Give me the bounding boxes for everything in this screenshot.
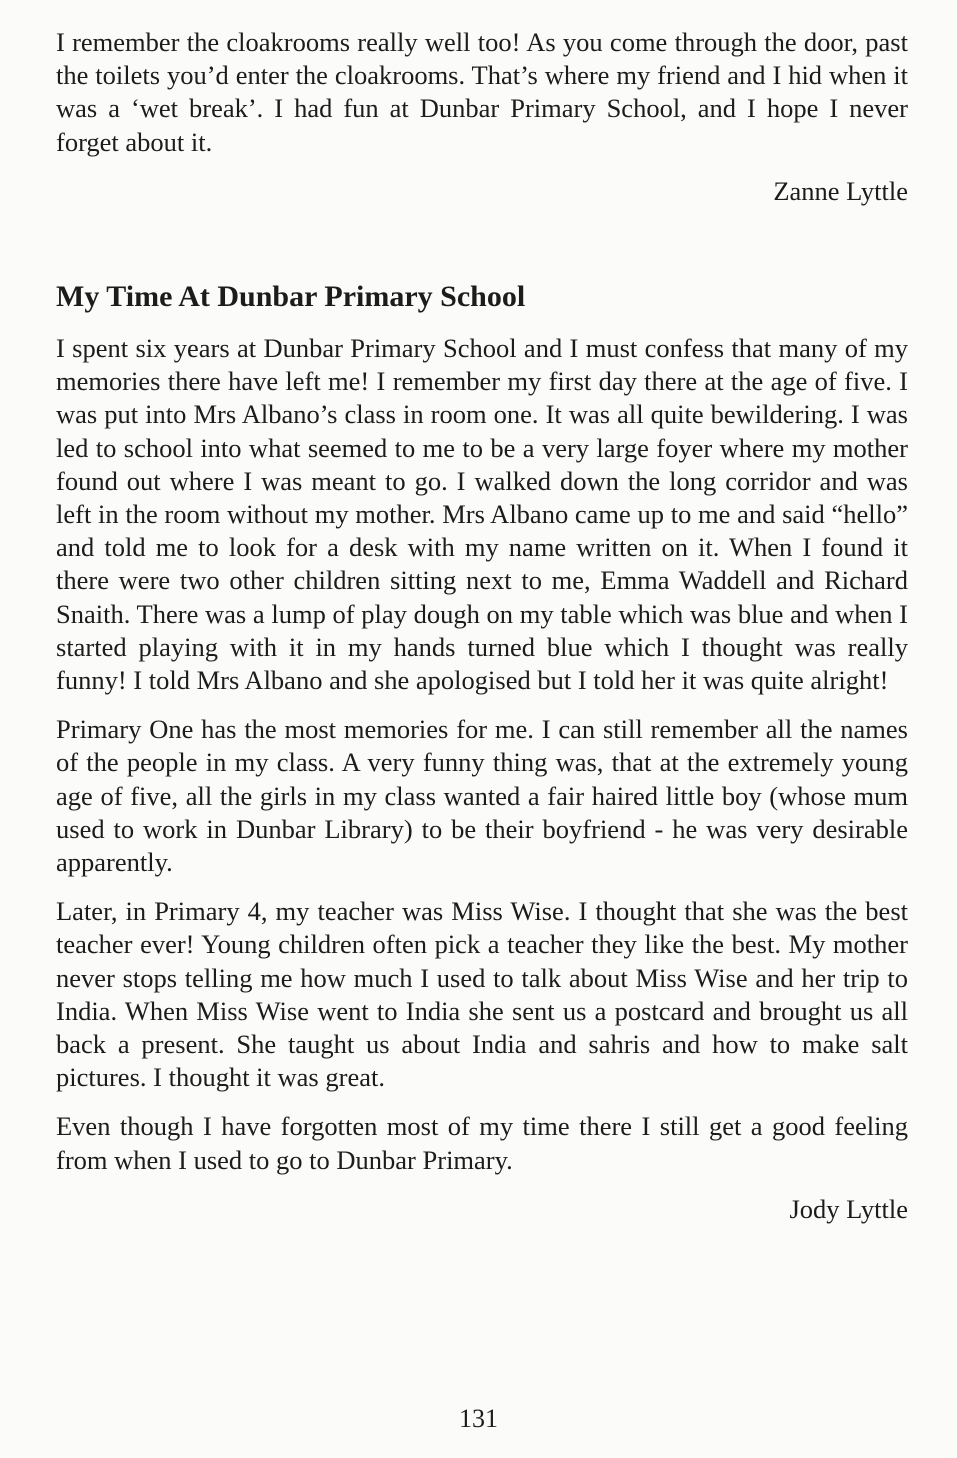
page-number: 131 bbox=[459, 1404, 498, 1433]
article-paragraph: Even though I have forgotten most of my time there I still get a good feeling from when I used to go to Dunbar Primary. bbox=[56, 1111, 908, 1175]
article-title: My Time At Dunbar Primary School bbox=[56, 280, 526, 314]
page-content bbox=[56, 26, 908, 1226]
article-paragraph: Primary One has the most memories for me. I can still remember all the names of the people in my class. A very funny thing was, that at the extremely young age of five, all the girls in my class wanted a fair haired little boy (whose mum used to work in Dunbar Library) to be their boyfriend - he was very desirable apparently. bbox=[56, 714, 908, 878]
article-paragraph: Later, in Primary 4, my teacher was Miss Wise. I thought that she was the best teacher ever! Young children often pick a teacher they like the best. My mother never stops telling me how much I used to talk about Miss Wise and her trip to India. When Miss Wise went to India she sent us a postcard and brought us all back a present. She taught us about India and sahris and how to make salt pictures. I thought it was great. bbox=[56, 896, 908, 1093]
intro-paragraph: I remember the cloakrooms really well too! As you come through the door, past the toilets you’d enter the cloakrooms. That’s where my friend and I hid when it was a ‘wet break’. I had fun at Dunbar Primary School, and I hope I never forget about it. bbox=[56, 27, 908, 157]
intro-author: Zanne Lyttle bbox=[773, 175, 908, 206]
article-body bbox=[56, 332, 908, 1177]
article-author: Jody Lyttle bbox=[789, 1193, 908, 1224]
article-paragraph: I spent six years at Dunbar Primary School and I must confess that many of my memories there have left me! I remember my first day there at the age of five. I was put into Mrs Albano’s class in room one. It was all quite bewildering. I was led to school into what seemed to me to be a very large foyer where my mother found out where I was meant to go. I walked down the long corridor and was left in the room without my mother. Mrs Albano came up to me and said “hello” and told me to look for a desk with my name written on it. When I found it there were two other children sitting next to me, Emma Waddell and Richard Snaith. There was a lump of play dough on my table which was blue and when I started playing with it in my hands turned blue which I thought was really funny! I told Mrs Albano and she apologised but I told her it was quite alright! bbox=[56, 333, 908, 696]
